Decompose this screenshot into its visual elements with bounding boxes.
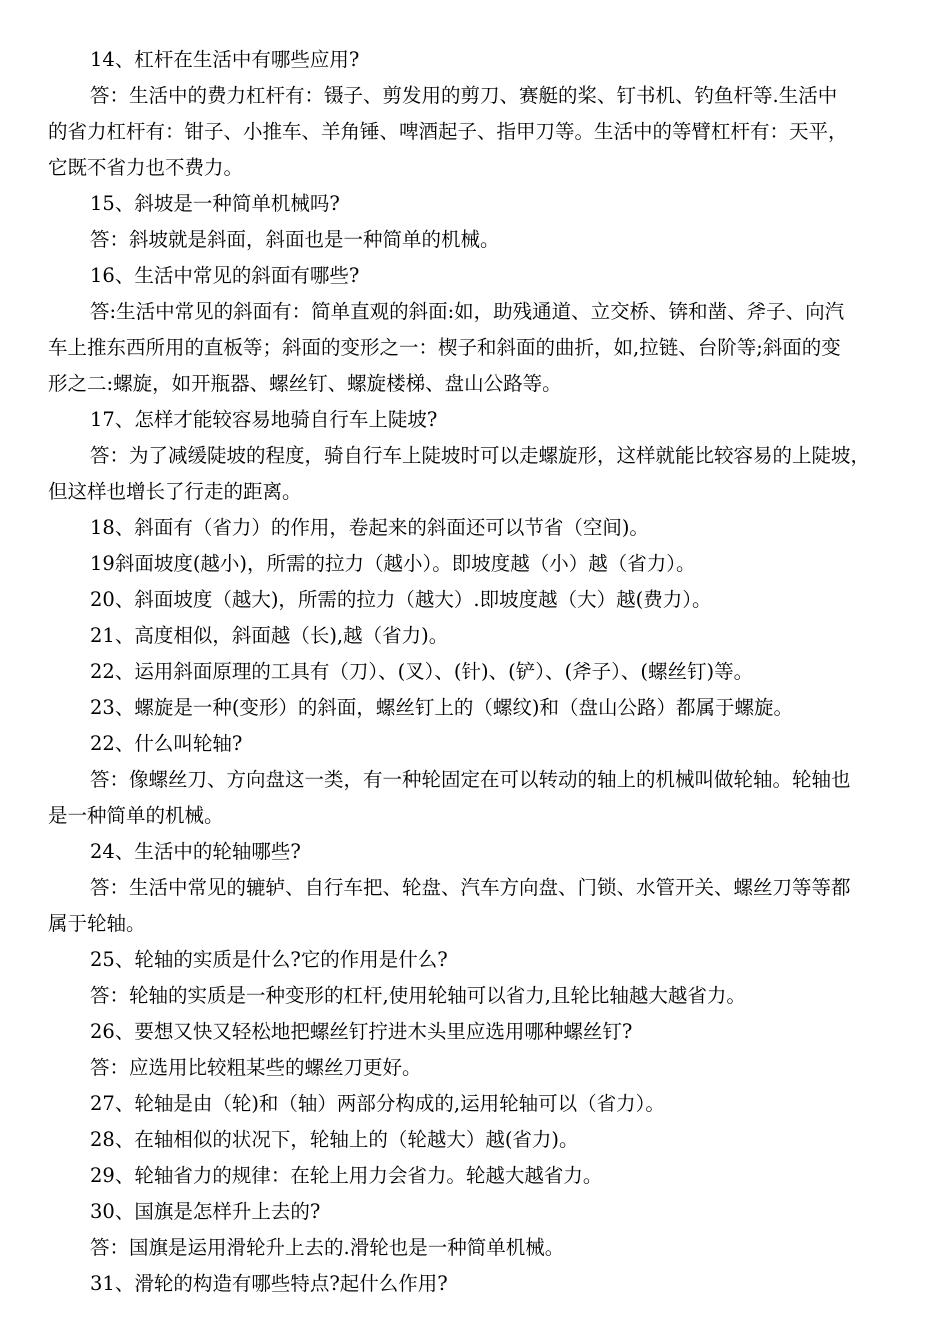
text-line: 答：轮轴的实质是一种变形的杠杆,使用轮轴可以省力,且轮比轴越大越省力。 (90, 984, 746, 1007)
text-line: 23、螺旋是一种(变形）的斜面，螺丝钉上的（螺纹)和（盘山公路）都属于螺旋。 (90, 696, 794, 719)
text-line: 15、斜坡是一种简单机械吗? (90, 192, 340, 215)
text-line: 21、高度相似，斜面越（长),越（省力)。 (90, 624, 449, 647)
text-line: 25、轮轴的实质是什么?它的作用是什么? (90, 948, 448, 971)
text-line: 答：应选用比较粗某些的螺丝刀更好。 (90, 1056, 422, 1079)
text-line: 24、生活中的轮轴哪些? (90, 840, 301, 863)
text-line: 27、轮轴是由（轮)和（轴）两部分构成的,运用轮轴可以（省力）。 (90, 1092, 665, 1115)
text-line: 的省力杠杆有：钳子、小推车、羊角锤、啤酒起子、指甲刀等。生活中的等臂杠杆有：天平， (48, 120, 848, 143)
text-line: 是一种简单的机械。 (48, 804, 224, 827)
text-line: 形之二:螺旋，如开瓶器、螺丝钉、螺旋楼梯、盘山公路等。 (48, 372, 562, 395)
text-line: 14、杠杆在生活中有哪些应用? (90, 48, 360, 71)
text-line: 18、斜面有（省力）的作用，卷起来的斜面还可以节省（空间)。 (90, 516, 649, 539)
text-line: 答：斜坡就是斜面，斜面也是一种简单的机械。 (90, 228, 500, 251)
text-line: 车上推东西所用的直板等；斜面的变形之一：楔子和斜面的曲折，如,拉链、台阶等;斜面的变 (48, 336, 841, 359)
text-line: 答：生活中常见的辘轳、自行车把、轮盘、汽车方向盘、门锁、水管开关、螺丝刀等等都 (90, 876, 851, 899)
document-page (48, 42, 910, 1302)
text-line: 29、轮轴省力的规律：在轮上用力会省力。轮越大越省力。 (90, 1164, 603, 1187)
text-line: 答:生活中常见的斜面有：简单直观的斜面:如，助残通道、立交桥、锛和凿、斧子、向汽 (90, 300, 845, 323)
text-line: 17、怎样才能较容易地骑自行车上陡坡? (90, 408, 438, 431)
text-line: 30、国旗是怎样升上去的? (90, 1200, 321, 1223)
text-line: 答：生活中的费力杠杆有：镊子、剪发用的剪刀、赛艇的桨、钉书机、钓鱼杆等.生活中 (90, 84, 838, 107)
text-line: 22、运用斜面原理的工具有（刀）、(叉）、(针)、(铲）、(斧子）、(螺丝钉)等。 (90, 660, 754, 683)
text-line: 16、生活中常见的斜面有哪些? (90, 264, 360, 287)
text-line: 属于轮轴。 (48, 912, 146, 935)
text-line: 答：为了减缓陡坡的程度，骑自行车上陡坡时可以走螺旋形，这样就能比较容易的上陡坡， (90, 444, 871, 467)
text-line: 答：像螺丝刀、方向盘这一类，有一种轮固定在可以转动的轴上的机械叫做轮轴。轮轴也 (90, 768, 851, 791)
text-line: 20、斜面坡度（越大)，所需的拉力（越大）.即坡度越（大）越(费力）。 (90, 588, 712, 611)
text-line: 但这样也增长了行走的距离。 (48, 480, 302, 503)
text-line: 31、滑轮的构造有哪些特点?起什么作用? (90, 1272, 448, 1295)
text-line: 28、在轴相似的状况下，轮轴上的（轮越大）越(省力)。 (90, 1128, 579, 1151)
text-line: 答：国旗是运用滑轮升上去的.滑轮也是一种简单机械。 (90, 1236, 565, 1259)
text-line: 26、要想又快又轻松地把螺丝钉拧进木头里应选用哪种螺丝钉? (90, 1020, 633, 1043)
text-line: 22、什么叫轮轴? (90, 732, 243, 755)
text-line: 19斜面坡度(越小)，所需的拉力（越小）。即坡度越（小）越（省力）。 (90, 552, 696, 575)
text-line: 它既不省力也不费力。 (48, 156, 244, 179)
